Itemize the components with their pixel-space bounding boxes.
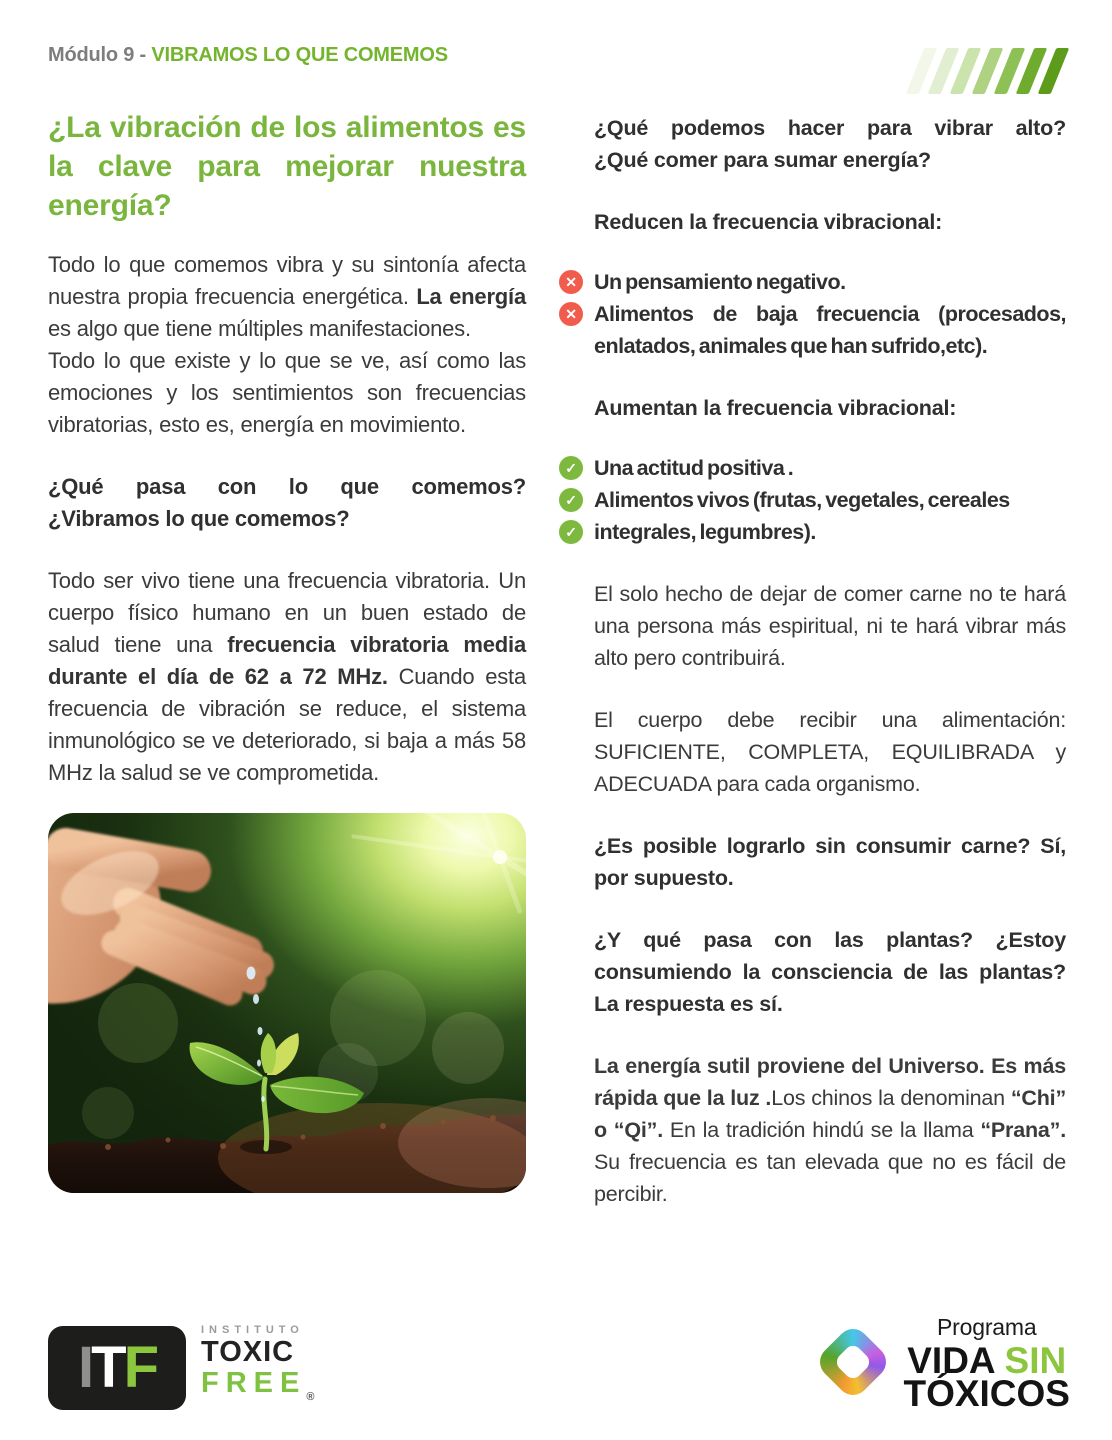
itf-instituto-label: INSTITUTO [201, 1324, 304, 1336]
left-column [48, 108, 526, 1210]
cross-icon: ✕ [559, 298, 594, 326]
itf-logo [48, 1324, 314, 1412]
list-item-text: Alimentos vivos (frutas, vegetales, cereales [594, 488, 1010, 512]
article-title: ¿La vibración de los alimentos es la clave para mejorar nuestra energía? [48, 111, 526, 222]
module-title: VIBRAMOS LO QUE COMEMOS [151, 44, 448, 66]
paragraph-vibrations: Todo lo que existe y lo que se ve, así como las emociones y los sentimientos son frecuencias vibratorias, esto es, energía en movimiento. [48, 348, 526, 437]
itf-letter-f: F [123, 1335, 156, 1400]
check-icon: ✓ [559, 452, 594, 480]
list-item [559, 484, 1066, 516]
increase-heading: Aumentan la frecuencia vibracional: [594, 396, 957, 420]
subheading-que-pasa: ¿Qué pasa con lo que comemos? ¿Vibramos lo que comemos? [48, 474, 526, 531]
paragraph-energia-sutil: La energía sutil proviene del Universo. Es más rápida que la luz .Los chinos la denominan “Chi” o “Qi”. En la tradición hindú se la llama “Prana”. Su frecuencia es tan elevada que no es fácil de percibir. [594, 1054, 1066, 1206]
itf-monogram [48, 1326, 186, 1410]
list-item-text: Un pensamiento negativo. [594, 270, 846, 294]
right-column [559, 108, 1066, 1210]
itf-letter-t: T [91, 1335, 124, 1400]
itf-letter-i: I [78, 1335, 92, 1400]
list-item-text: Una actitud positiva . [594, 456, 794, 480]
vst-emblem-icon [815, 1324, 891, 1400]
paragraph-carne: El solo hecho de dejar de comer carne no te hará una persona más espiritual, ni te hará vibrar más alto pero contribuirá. [594, 582, 1066, 670]
list-item [559, 516, 1066, 548]
itf-free-label: $FREE_®$ [201, 1367, 315, 1403]
list-item-text: integrales, legumbres). [594, 520, 816, 544]
module-breadcrumb [48, 44, 448, 67]
cross-icon: ✕ [559, 266, 594, 294]
vst-wordmark [903, 1314, 1070, 1414]
check-icon: ✓ [559, 516, 594, 544]
diagonal-stripes-decoration [915, 48, 1060, 94]
page-header [48, 44, 1068, 94]
module-label: Módulo 9 - [48, 44, 152, 66]
question-plantas: ¿Y qué pasa con las plantas? ¿Estoy consumiendo la consciencia de las plantas? La respuesta es sí. [594, 928, 1066, 1016]
question-vibrar-alto: ¿Qué podemos hacer para vibrar alto? ¿Qué comer para sumar energía? [594, 116, 1066, 172]
reduce-list [559, 266, 1066, 362]
seedling-watering-photo [48, 813, 526, 1193]
seedling-watering-illustration [48, 813, 526, 1193]
reduce-heading: Reducen la frecuencia vibracional: [594, 210, 943, 234]
itf-toxic-label: TOXIC [201, 1336, 295, 1368]
paragraph-frequency: Todo ser vivo tiene una frecuencia vibratoria. Un cuerpo físico humano en un buen estado de salud tiene una frecuencia vibratoria media durante el día de 62 a 72 MHz. Cuando esta frecuencia de vibración se reduce, el sistema inmunológico se ve deteriorado, si baja a más 58 MHz la salud se ve comprometida. [48, 568, 526, 785]
list-item [559, 452, 1066, 484]
itf-wordmark [201, 1324, 314, 1412]
registered-mark: ® [306, 1391, 315, 1403]
toxicos-line: TÓXICOS [903, 1373, 1070, 1414]
increase-list [559, 452, 1066, 548]
vida-sin-line: VIDA SIN [907, 1340, 1067, 1381]
paragraph-energy: Todo lo que comemos vibra y su sintonía afecta nuestra propia frecuencia energética. La energía es algo que tiene múltiples manifestaciones. [48, 252, 526, 341]
list-item-text: Alimentos de baja frecuencia (procesados, enlatados, animales que han sufrido,etc). [594, 302, 1066, 358]
question-sin-carne: ¿Es posible lograrlo sin consumir carne? Sí, por supuesto. [594, 834, 1066, 890]
check-icon: ✓ [559, 484, 594, 512]
page-content [48, 108, 1066, 1210]
list-item [559, 266, 1066, 298]
programa-label: Programa [937, 1314, 1037, 1340]
list-item [559, 298, 1066, 362]
vida-sin-toxicos-logo [815, 1314, 1070, 1414]
paragraph-alimentacion: El cuerpo debe recibir una alimentación: SUFICIENTE, COMPLETA, EQUILIBRADA y ADECUADA para cada organismo. [594, 708, 1066, 796]
